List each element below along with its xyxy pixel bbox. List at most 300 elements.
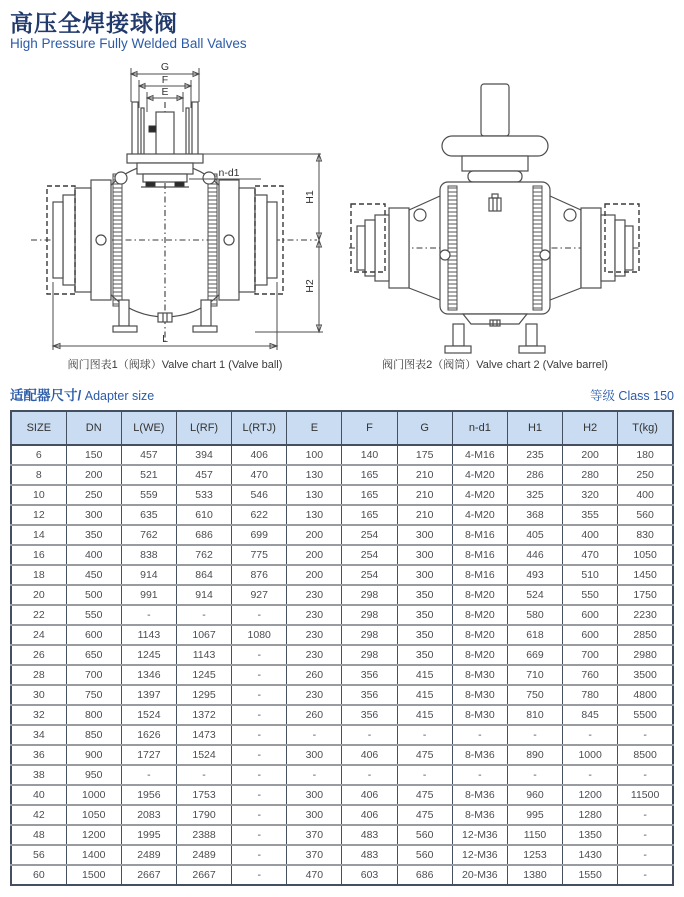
table-cell: 580 [507,605,562,625]
table-row [11,685,673,705]
table-cell: 750 [66,685,121,705]
table-cell: 42 [11,805,66,825]
table-cell: 470 [232,465,287,485]
table-cell: 1372 [176,705,231,725]
stem-assembly [442,84,548,182]
table-cell: 356 [342,705,397,725]
table-cell: 650 [66,645,121,665]
table-cell: 350 [66,525,121,545]
table-row [11,845,673,865]
table-cell: 20-M36 [452,865,507,885]
valve-barrel-body [440,182,550,314]
left-flange-stack [351,204,409,288]
table-cell: 8500 [618,745,673,765]
table-cell: 12-M36 [452,825,507,845]
table-row [11,765,673,785]
table-cell: - [232,845,287,865]
table-cell: 669 [507,645,562,665]
table-cell: 8-M16 [452,545,507,565]
table-cell: 56 [11,845,66,865]
table-cell: 618 [507,625,562,645]
table-cell: 1550 [563,865,618,885]
table-cell: 533 [176,485,231,505]
table-cell: 130 [287,505,342,525]
table-cell: 475 [397,805,452,825]
table-cell: 260 [287,665,342,685]
table-cell: 622 [232,505,287,525]
page-header [10,10,247,53]
table-cell: 762 [176,545,231,565]
table-cell: 34 [11,725,66,745]
table-cell: - [232,705,287,725]
table-cell: 600 [66,625,121,645]
table-cell: 1626 [121,725,176,745]
table-cell: - [397,725,452,745]
column-header: F [342,411,397,445]
table-cell: 845 [563,705,618,725]
table-cell: 914 [121,565,176,585]
table-cell: 36 [11,745,66,765]
table-cell: 200 [287,525,342,545]
table-cell: 838 [121,545,176,565]
table-cell: 230 [287,625,342,645]
table-cell: 450 [66,565,121,585]
table-row [11,585,673,605]
table-cell: 560 [397,825,452,845]
table-cell: - [397,765,452,785]
table-cell: 700 [563,645,618,665]
column-header: DN [66,411,121,445]
table-cell: 406 [342,745,397,765]
table-cell: 12-M36 [452,845,507,865]
table-cell: 300 [397,525,452,545]
table-cell: 457 [176,465,231,485]
table-header [11,411,673,445]
table-cell: 130 [287,485,342,505]
table-cell: - [507,725,562,745]
column-header: L(RTJ) [232,411,287,445]
table-cell: 600 [563,625,618,645]
table-cell: 356 [342,665,397,685]
table-cell: 8-M16 [452,565,507,585]
table-cell: 810 [507,705,562,725]
table-cell: 405 [507,525,562,545]
table-cell: 686 [397,865,452,885]
table-cell: - [232,665,287,685]
table-cell: 4-M16 [452,445,507,465]
table-cell: 8-M30 [452,705,507,725]
table-cell: 521 [121,465,176,485]
table-cell: 2388 [176,825,231,845]
table-cell: 2980 [618,645,673,665]
table-cell: - [232,785,287,805]
table-cell: 1295 [176,685,231,705]
column-header: n-d1 [452,411,507,445]
table-cell: 1346 [121,665,176,685]
table-cell: 200 [563,445,618,465]
table-cell: 8-M30 [452,685,507,705]
base-and-legs [445,314,545,353]
table-cell: 635 [121,505,176,525]
table-cell: - [176,765,231,785]
table-cell: 927 [232,585,287,605]
table-cell: 175 [397,445,452,465]
table-cell: 150 [66,445,121,465]
figure-valve-chart-2 [345,58,645,372]
table-cell: 8-M30 [452,665,507,685]
table-cell: 1143 [176,645,231,665]
table-cell: 300 [397,565,452,585]
table-cell: - [287,725,342,745]
table-cell: 24 [11,625,66,645]
valve-ball-drawing [15,58,335,354]
table-cell: 864 [176,565,231,585]
dim-label-e: E [161,86,169,98]
table-cell: - [507,765,562,785]
table-cell: 446 [507,545,562,565]
table-cell: 1000 [563,745,618,765]
section-title-en: Adapter size [81,389,155,403]
table-cell: 610 [176,505,231,525]
table-row [11,485,673,505]
table-cell: - [618,865,673,885]
table-cell: 350 [397,585,452,605]
adapter-size-table [10,410,674,886]
table-cell: 12 [11,505,66,525]
table-cell: 2083 [121,805,176,825]
table-cell: 991 [121,585,176,605]
table-cell: 230 [287,605,342,625]
table-cell: 470 [563,545,618,565]
table-cell: 406 [232,445,287,465]
table-cell: 1067 [176,625,231,645]
table-cell: 2667 [121,865,176,885]
dim-label-nd1: n-d1 [218,167,240,179]
table-cell: 8-M20 [452,605,507,625]
table-cell: 8-M20 [452,585,507,605]
table-cell: 210 [397,465,452,485]
table-cell: 254 [342,545,397,565]
table-cell: 1380 [507,865,562,885]
table-cell: 254 [342,525,397,545]
table-cell: 1995 [121,825,176,845]
table-cell: 280 [563,465,618,485]
table-cell: 298 [342,625,397,645]
table-cell: - [232,825,287,845]
table-row [11,545,673,565]
table-cell: 28 [11,665,66,685]
table-cell: 600 [563,605,618,625]
table-cell: - [232,685,287,705]
table-row [11,565,673,585]
table-cell: 298 [342,645,397,665]
table-cell: 320 [563,485,618,505]
table-cell: 550 [563,585,618,605]
table-cell: 2850 [618,625,673,645]
table-cell: - [232,605,287,625]
table-cell: - [618,725,673,745]
table-cell: 48 [11,825,66,845]
table-cell: 350 [397,645,452,665]
table-cell: 406 [342,805,397,825]
table-cell: 3500 [618,665,673,685]
section-bar [10,384,674,404]
dim-label-l: L [162,333,168,345]
table-cell: 200 [287,545,342,565]
table-cell: 40 [11,785,66,805]
table-cell: 8-M36 [452,745,507,765]
table-cell: 1143 [121,625,176,645]
table-cell: 1253 [507,845,562,865]
table-cell: 900 [66,745,121,765]
table-cell: 1473 [176,725,231,745]
table-cell: - [563,765,618,785]
table-cell: 16 [11,545,66,565]
table-cell: 475 [397,745,452,765]
figure-2-caption: 阀门图表2（阀筒）Valve chart 2 (Valve barrel) [382,359,608,371]
table-cell: 6 [11,445,66,465]
table-cell: 1500 [66,865,121,885]
table-cell: 4-M20 [452,465,507,485]
table-cell: 475 [397,785,452,805]
class-rating-label: 等级 Class 150 [589,389,674,403]
table-cell: 457 [121,445,176,465]
table-cell: 370 [287,845,342,865]
page-title: 高压全焊接球阀 [10,10,178,36]
table-cell: 876 [232,565,287,585]
table-cell: - [342,765,397,785]
figure-1-caption: 阀门图表1（阀球）Valve chart 1 (Valve ball) [67,359,283,371]
table-cell: 762 [121,525,176,545]
table-cell: 300 [397,545,452,565]
table-cell: 140 [342,445,397,465]
table-cell: 415 [397,685,452,705]
table-row [11,465,673,485]
table-cell: 995 [507,805,562,825]
table-cell: 750 [507,685,562,705]
table-cell: 1753 [176,785,231,805]
figure-valve-chart-1 [15,58,335,372]
section-title-zh: 适配器尺寸/ [10,388,82,403]
table-cell: 8-M36 [452,785,507,805]
table-cell: 260 [287,705,342,725]
table-cell: 780 [563,685,618,705]
table-cell: 230 [287,645,342,665]
table-row [11,865,673,885]
column-header: L(RF) [176,411,231,445]
table-cell: 254 [342,565,397,585]
table-cell: 1524 [121,705,176,725]
table-cell: 1245 [176,665,231,685]
table-cell: - [121,765,176,785]
table-cell: 1050 [66,805,121,825]
table-cell: 1350 [563,825,618,845]
table-cell: 1080 [232,625,287,645]
table-cell: - [232,645,287,665]
table-cell: 775 [232,545,287,565]
table-row [11,445,673,465]
table-cell: - [342,725,397,745]
table-cell: 8 [11,465,66,485]
section-title [10,384,154,404]
page-subtitle: High Pressure Fully Welded Ball Valves [10,36,247,52]
table-row [11,745,673,765]
table-cell: 1397 [121,685,176,705]
table-cell: 350 [397,625,452,645]
table-cell: 483 [342,845,397,865]
table-cell: 699 [232,525,287,545]
table-cell: 370 [287,825,342,845]
table-cell: 1200 [563,785,618,805]
table-cell: 4-M20 [452,505,507,525]
table-cell: 603 [342,865,397,885]
table-cell: 5500 [618,705,673,725]
table-cell: 8-M20 [452,645,507,665]
table-row [11,525,673,545]
table-cell: - [232,725,287,745]
table-cell: 11500 [618,785,673,805]
table-cell: 165 [342,505,397,525]
table-cell: 406 [342,785,397,805]
table-cell: 1000 [66,785,121,805]
column-header: H2 [563,411,618,445]
table-cell: 30 [11,685,66,705]
table-cell: 760 [563,665,618,685]
table-cell: 180 [618,445,673,465]
table-cell: 355 [563,505,618,525]
table-row [11,605,673,625]
table-cell: 1524 [176,745,231,765]
table-cell: 8-M16 [452,525,507,545]
column-header: L(WE) [121,411,176,445]
table-cell: 1430 [563,845,618,865]
table-cell: 890 [507,745,562,765]
table-cell: 960 [507,785,562,805]
table-cell: - [618,805,673,825]
table-cell: 350 [397,605,452,625]
table-cell: 546 [232,485,287,505]
table-cell: 298 [342,605,397,625]
table-cell: 230 [287,585,342,605]
table-cell: - [618,845,673,865]
table-row [11,725,673,745]
table-cell: 400 [66,545,121,565]
table-cell: 559 [121,485,176,505]
table-cell: 32 [11,705,66,725]
table-cell: 500 [66,585,121,605]
table-cell: - [563,725,618,745]
table-cell: 8-M36 [452,805,507,825]
table-cell: 2667 [176,865,231,885]
table-cell: 20 [11,585,66,605]
table-cell: - [232,745,287,765]
table-cell: 686 [176,525,231,545]
table-cell: 1245 [121,645,176,665]
table-cell: 550 [66,605,121,625]
table-cell: 235 [507,445,562,465]
table-cell: 4800 [618,685,673,705]
column-header: G [397,411,452,445]
table-cell: - [618,825,673,845]
table-cell: 200 [66,465,121,485]
dim-label-f: F [161,74,169,86]
table-cell: 18 [11,565,66,585]
table-cell: 400 [563,525,618,545]
table-cell: - [452,725,507,745]
table-cell: 914 [176,585,231,605]
table-cell: 2489 [176,845,231,865]
table-cell: 300 [66,505,121,525]
table-cell: 560 [397,845,452,865]
table-cell: 850 [66,725,121,745]
table-cell: 325 [507,485,562,505]
table-cell: - [176,605,231,625]
table-cell: 1050 [618,545,673,565]
stem-yoke-assembly [127,102,203,187]
table-cell: 1956 [121,785,176,805]
table-cell: 200 [287,565,342,585]
table-row [11,705,673,725]
table-cell: 250 [618,465,673,485]
table-cell: 165 [342,465,397,485]
right-flange-stack [219,180,283,300]
table-cell: 560 [618,505,673,525]
table-row [11,625,673,645]
table-cell: - [618,765,673,785]
table-cell: 165 [342,485,397,505]
column-header: E [287,411,342,445]
table-cell: 1280 [563,805,618,825]
table-cell: 1200 [66,825,121,845]
table-cell: 400 [618,485,673,505]
table-cell: 415 [397,705,452,725]
table-cell: 1750 [618,585,673,605]
table-cell: 38 [11,765,66,785]
table-cell: 510 [563,565,618,585]
table-cell: 470 [287,865,342,885]
table-cell: - [452,765,507,785]
table-cell: 1400 [66,845,121,865]
table-row [11,645,673,665]
table-row [11,825,673,845]
table-row [11,505,673,525]
table-cell: 2230 [618,605,673,625]
table-cell: 700 [66,665,121,685]
column-header: T(kg) [618,411,673,445]
table-cell: 483 [342,825,397,845]
table-cell: 710 [507,665,562,685]
table-cell: 1727 [121,745,176,765]
table-cell: 60 [11,865,66,885]
column-header: H1 [507,411,562,445]
table-cell: 14 [11,525,66,545]
table-cell: - [287,765,342,785]
table-cell: 950 [66,765,121,785]
left-flange-stack [47,180,111,300]
table-cell: 368 [507,505,562,525]
table-cell: 493 [507,565,562,585]
dim-label-h1: H1 [304,190,316,204]
table-cell: 210 [397,485,452,505]
table-cell: 8-M20 [452,625,507,645]
table-cell: 800 [66,705,121,725]
dim-label-g: G [160,61,170,73]
table-cell: 2489 [121,845,176,865]
table-row [11,665,673,685]
column-header: SIZE [11,411,66,445]
table-cell: 356 [342,685,397,705]
table-cell: - [232,765,287,785]
